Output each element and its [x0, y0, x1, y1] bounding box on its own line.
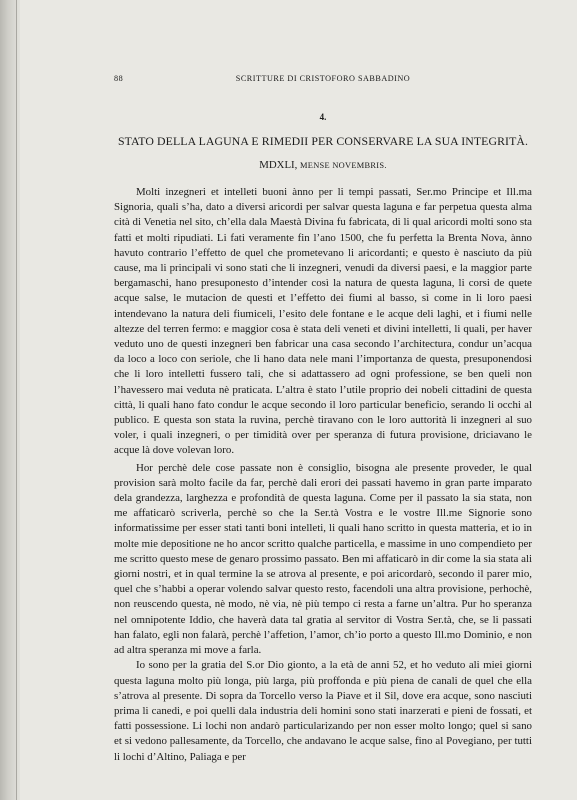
date-year: MDXLI,	[259, 159, 298, 171]
paragraph-2: Hor perchè dele cose passate non è consiglio, bisogna ale presente proveder, le qual provision sarà molto facile da far, perchè dali erori dei passati havemo in gran parte imparato dela grandezza, larghezza e profondità de questa laguna. Come per il passato la sia stata, non me affaticarò scriverla, perchè so che la Ser.tà Vostra e le vostre Ill.me Signorie sono informatissime per esser stati tanti boni intelleti, li quali hano scritto in questa matteria, et io in molte mie depositione ne ho ancor scritto qualche particella, e massime in uno compendieto per me scritto questo mese de genaro prossimo passato. Ben mi affaticarò in dir come la sia stata ali giorni nostri, et in qual termine la se atrova al presente, e poi aricordarò, secondo il parer mio, quel che s’habbi a operar volendo salvar questo resto, facendoli una altra provisione, perhochè, non reuscendo questa, nè modo, nè via, nè più tempo ci resta a farne un’altra. Pur ho speranza nel omnipotente Iddio, che haverà data tal gratia al servitor di Vostra Ser.tà, che, se li passati han falato, egli non falarà, perchè l’affetion, l’amor, ch’io porto a questo Ill.mo Dominio, e non ad altra speranza mi move a farla.	[114, 461, 532, 657]
book-gutter	[0, 0, 20, 800]
paragraph-1: Molti inzegneri et intelleti buoni ànno per li tempi passati, Ser.mo Principe et Ill.ma Signoria, quali s’ha, dato a diversi aricordi per salvar questa laguna e far perpetua questa alma cità di Venetia nel sito, ch’ella dala Maestà Divina fu fabricata, di li qual aricordi molti sono sta fatti et molti ripudiati. Li fati veramente fin l’ano 1500, che fu perfetta la Brenta Nova, ànno havuto contrario l’effetto de quel che prometevano li aricordanti; e questo è nasciuto da più cause, ma li principali vi sono stati che li inzegneri, venudi da diversi paesi, e la maggior parte bergamaschi, hano presuponesto d’intender così la natura de questa laguna, li corsi de quete acque salse, le mutacion de questi et l’effetto dei fiumi al basso, sì come in li loro paesi intendevano la natura deli fiumiceli, l’esito dele fontane e le acque deli laghi, et i fiumi nelle altezze del terren fermo: e maggior cosa è stata deli veneti et divini intelletti, li quali, per haver veduto uno de questi inzegneri ben fabricar una casa secondo l’architectura, condur un’acqua da loco a loco con seriole, che li hano data nele mani l’importanza de questa, presuponendosi che li loro intelletti fussero tali, che si adattassero ad ogni professione, se ben queli non l’havessero mai veduta nè praticata. L’altra è stato l’utile proprio dei nobeli cittadini de questa città, li quali hano fato condur le acque secondo il loro particular beneficio, serando li occhi al publico. E questa son stata la ruvina, perchè tiravano con le loro auttorità li inzegneri al suo voler, i quali inzegneri, o per timidità over per speranza di futura provisione, driciavano le acque là dove volevan loro.	[114, 186, 532, 457]
document-title: STATO DELLA LAGUNA E RIMEDII PER CONSERVARE LA SUA INTEGRITÀ.	[117, 134, 529, 148]
paragraph-3: Io sono per la gratia del S.or Dio gionto, a la età de anni 52, et ho veduto ali miei giorni questa laguna molto più longa, più larga, più proffonda e più piena de canali de quel che ella s’atrova al presente. Di sopra da Torcello verso la Piave et il Sil, dove era acque, sono nasciuti prima li canedi, e poi quelli dala industria deli homini sono stati inarzerati e pieni de fossati, et fatti possessione. Li lochi non andarò particularizando per non esser molto longo; quel si sano et si vedono pallesamente, da Torcello, che andavano le acque salse, fino al Povegiano, per tutti li lochi d’Altino, Paliaga e per	[114, 659, 532, 763]
page-edge-line	[16, 0, 17, 800]
date-month: MENSE NOVEMBRIS.	[300, 161, 387, 170]
running-title: SCRITTURE DI CRISTOFORO SABBADINO	[235, 74, 411, 83]
page-content	[114, 74, 532, 765]
document-number: 4.	[319, 112, 327, 122]
document-date	[114, 159, 532, 171]
page-number: 88	[114, 74, 124, 83]
running-head	[114, 74, 532, 88]
